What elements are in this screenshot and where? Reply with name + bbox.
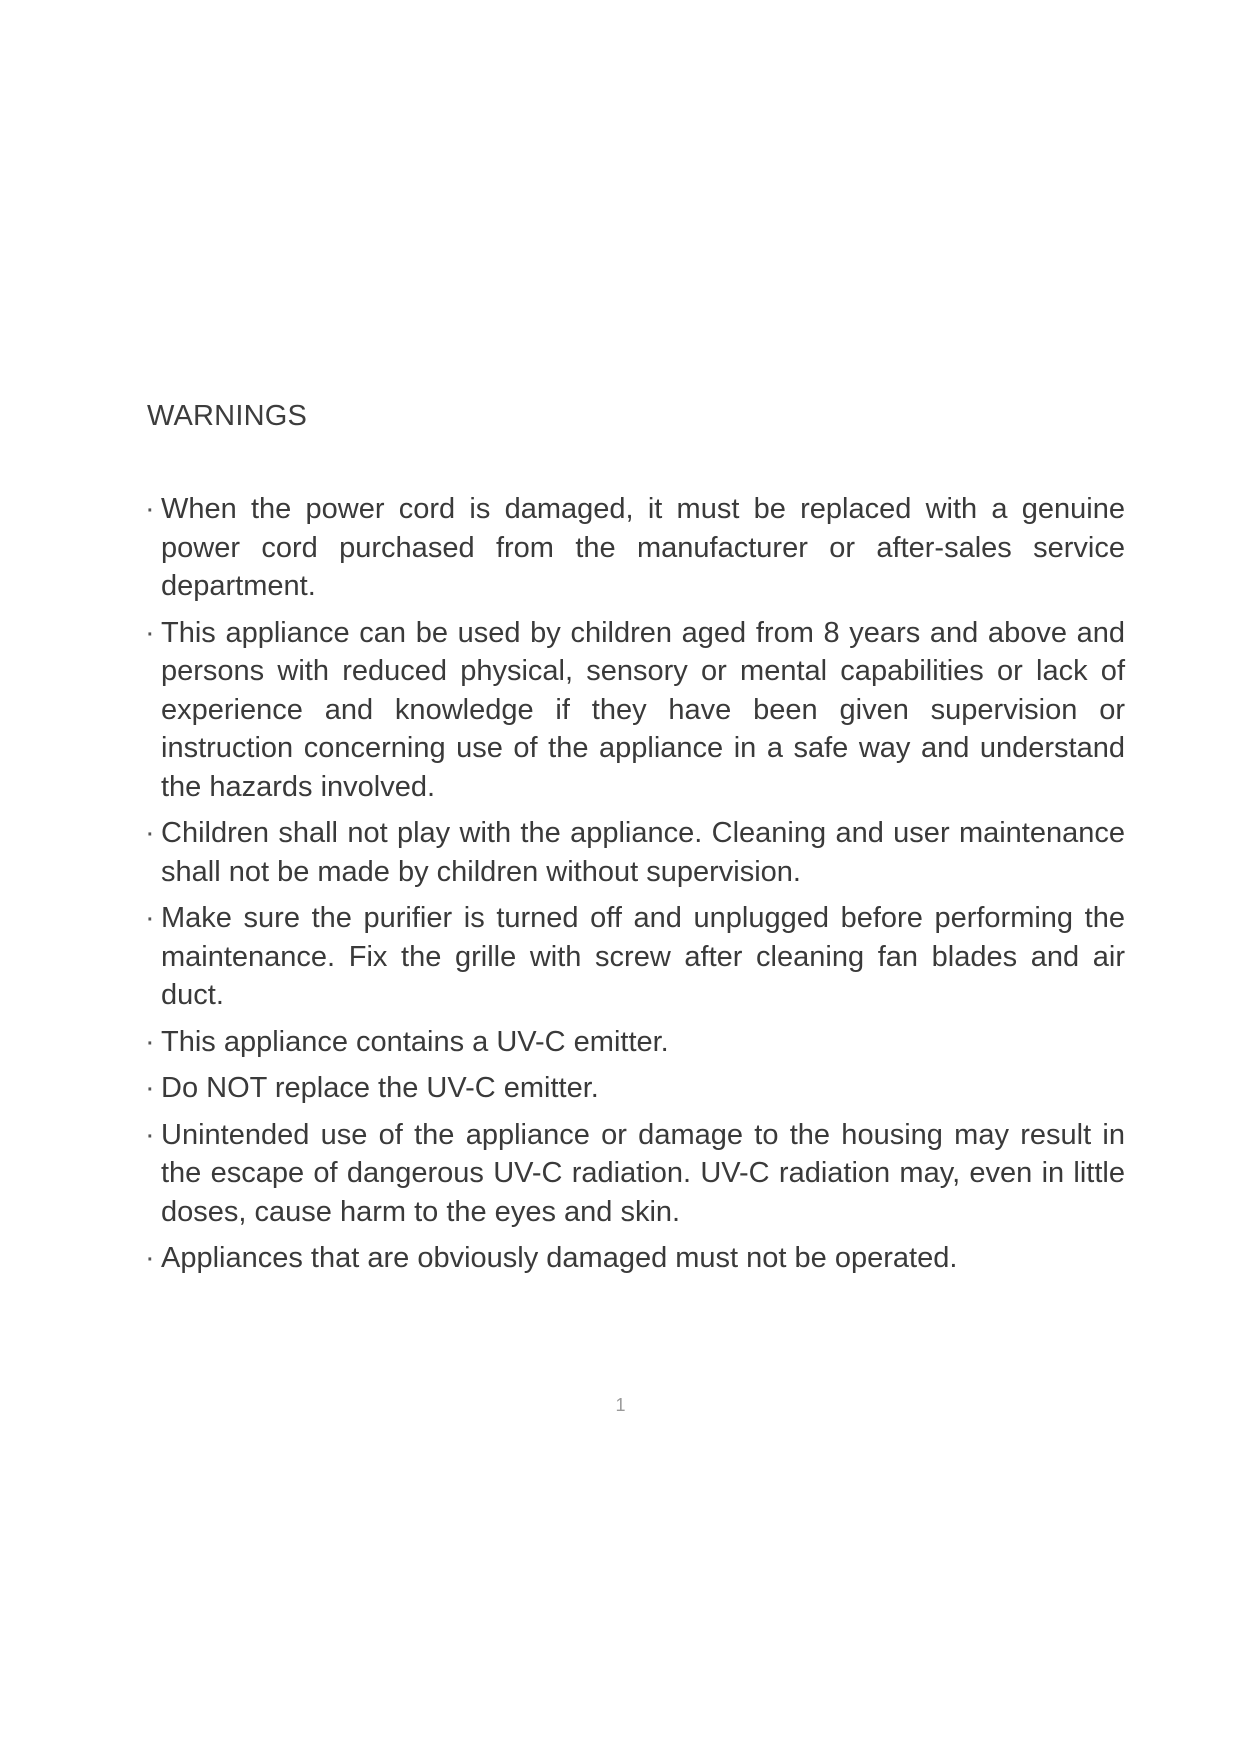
- warning-text: When the power cord is damaged, it must be replaced with a genuine power cord purchased from the manufacturer or after-sales service department.: [161, 493, 1125, 602]
- bullet-icon: ·: [145, 1072, 155, 1104]
- page-number: 1: [615, 1395, 626, 1415]
- section-heading: WARNINGS: [147, 400, 308, 432]
- warning-item: [145, 1239, 1125, 1278]
- warning-text: Make sure the purifier is turned off and unplugged before performing the maintenance. Fix the grille with screw after cleaning fan blades and air duct.: [161, 902, 1125, 1011]
- bullet-icon: ·: [145, 616, 155, 649]
- warning-item: [145, 490, 1125, 606]
- bullet-icon: ·: [145, 1025, 155, 1058]
- bullet-icon: ·: [145, 902, 155, 934]
- warnings-list: [145, 490, 1125, 1286]
- bullet-icon: ·: [145, 1118, 155, 1151]
- bullet-icon: ·: [145, 1242, 155, 1274]
- bullet-icon: ·: [145, 493, 155, 525]
- warning-item: [145, 1116, 1125, 1232]
- warning-item: [145, 1069, 1125, 1108]
- warning-item: [145, 614, 1125, 807]
- warning-text: Appliances that are obviously damaged must not be operated.: [161, 1242, 958, 1274]
- warning-text: This appliance contains a UV-C emitter.: [161, 1025, 669, 1058]
- warning-text: Children shall not play with the appliance. Cleaning and user maintenance shall not be made by children without supervision.: [161, 817, 1125, 888]
- warning-text: This appliance can be used by children aged from 8 years and above and persons with reduced physical, sensory or mental capabilities or lack of experience and knowledge if they have been given supervision or instruction concerning use of the appliance in a safe way and understand the hazards involved.: [161, 616, 1125, 803]
- warning-item: [145, 814, 1125, 891]
- bullet-icon: ·: [145, 817, 155, 849]
- warning-item: [145, 1023, 1125, 1062]
- warning-text: Unintended use of the appliance or damage to the housing may result in the escape of dangerous UV-C radiation. UV-C radiation may, even in little doses, cause harm to the eyes and skin.: [161, 1118, 1125, 1228]
- warning-text: Do NOT replace the UV-C emitter.: [161, 1072, 599, 1104]
- warning-item: [145, 899, 1125, 1015]
